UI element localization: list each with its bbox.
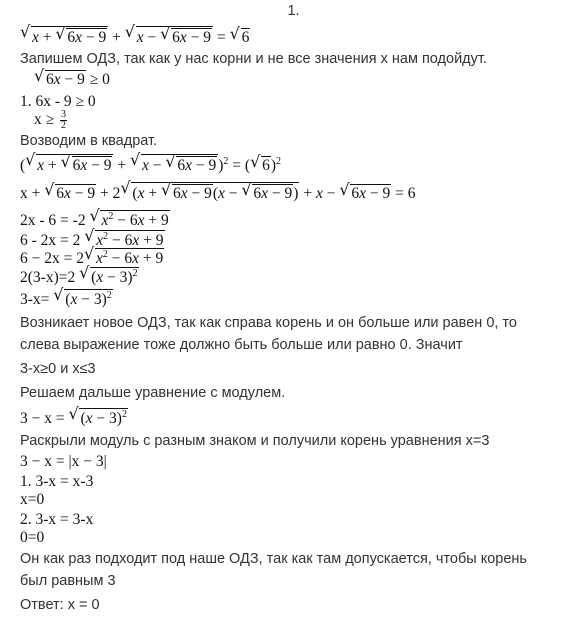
new-odz-text-2: слева выражение тоже должно быть больше или равно 0. Значит — [20, 337, 463, 353]
step-reduced: 3-x= √ $(x - 3)^2$ — [20, 289, 113, 308]
answer-text: Ответ: х = 0 — [20, 597, 100, 613]
equation-with-root: 3 − x = √ $(x - 3)^2$ — [20, 408, 128, 427]
conditions-text: 3-x≥0 и x≤3 — [20, 361, 96, 377]
odz-solution-text: x ≥ — [34, 111, 55, 129]
case-1-result: x=0 — [20, 491, 45, 508]
odz-inequality: 1. 6x - 9 ≥ 0 — [20, 93, 96, 110]
squared-equation: (√ x + √ 6x − 9 + √ x − √ 6x − 9 )$^2$ = (√ 6)$^2$ — [20, 154, 281, 174]
step-factored-text: 2(3-x)=2 — [20, 269, 76, 287]
original-equation: √ x + √ 6x − 9 + √ x − √ 6x − 9 = √ 6 — [20, 26, 250, 46]
abs-equation: 3 − x = |x − 3| — [20, 453, 107, 470]
step-2x-minus-6: 2x - 6 = -2 √ $x^2 - 6x + 9$ — [20, 210, 170, 229]
case-2-result: 0=0 — [20, 529, 45, 546]
step-2x-text: 2x - 6 = -2 — [20, 212, 86, 230]
step-6-minus-2x: 6 - 2x = 2 √ $x^2 - 6x + 9$ — [20, 230, 165, 249]
fraction-denominator: 2 — [61, 120, 67, 131]
equation-with-root-text: 3 − x = — [20, 410, 65, 428]
case-2: 2. 3-x = 3-x — [20, 511, 94, 528]
problem-number: 1. — [287, 3, 300, 19]
conclusion-text: Он как раз подходит под наше ОДЗ, так как там допускается, чтобы корень — [20, 551, 527, 567]
square-intro-text: Возводим в квадрат. — [20, 133, 158, 149]
step-6-2x-text: 6 - 2x = 2 — [20, 232, 81, 250]
odz-condition: √ 6x − 9 ≥ 0 — [34, 70, 110, 88]
step-6-minus-2x-b: 6 − 2x = 2√ $x^2 - 6x + 9$ — [20, 248, 164, 267]
odz-solution — [34, 110, 67, 131]
fraction-numerator: 3 — [61, 109, 67, 120]
conclusion-text-2: был равным 3 — [20, 573, 116, 589]
new-odz-text: Возникает новое ОДЗ, так как справа корень и он больше или равен 0, то — [20, 315, 517, 331]
abs-intro-text: Решаем дальше уравнение с модулем. — [20, 385, 286, 401]
expanded-equation: x + √ 6x − 9 + 2√ (x + √ 6x − 9(x − √ 6x − 9) + x − √ 6x − 9 = 6 — [20, 182, 416, 202]
step-6-2x-b-text: 6 − 2x = 2 — [20, 250, 84, 268]
step-factored: 2(3-x)=2 √ $(x - 3)^2$ — [20, 267, 139, 286]
odz-intro-text: Запишем ОДЗ, так как у нас корни и не все значения х нам подойдут. — [20, 51, 487, 67]
abs-open-text: Раскрыли модуль с разным знаком и получили корень уравнения х=3 — [20, 433, 490, 449]
step-reduced-text: 3-x= — [20, 291, 50, 309]
fraction-three-halves — [60, 110, 67, 131]
case-1: 1. 3-x = x-3 — [20, 473, 94, 490]
